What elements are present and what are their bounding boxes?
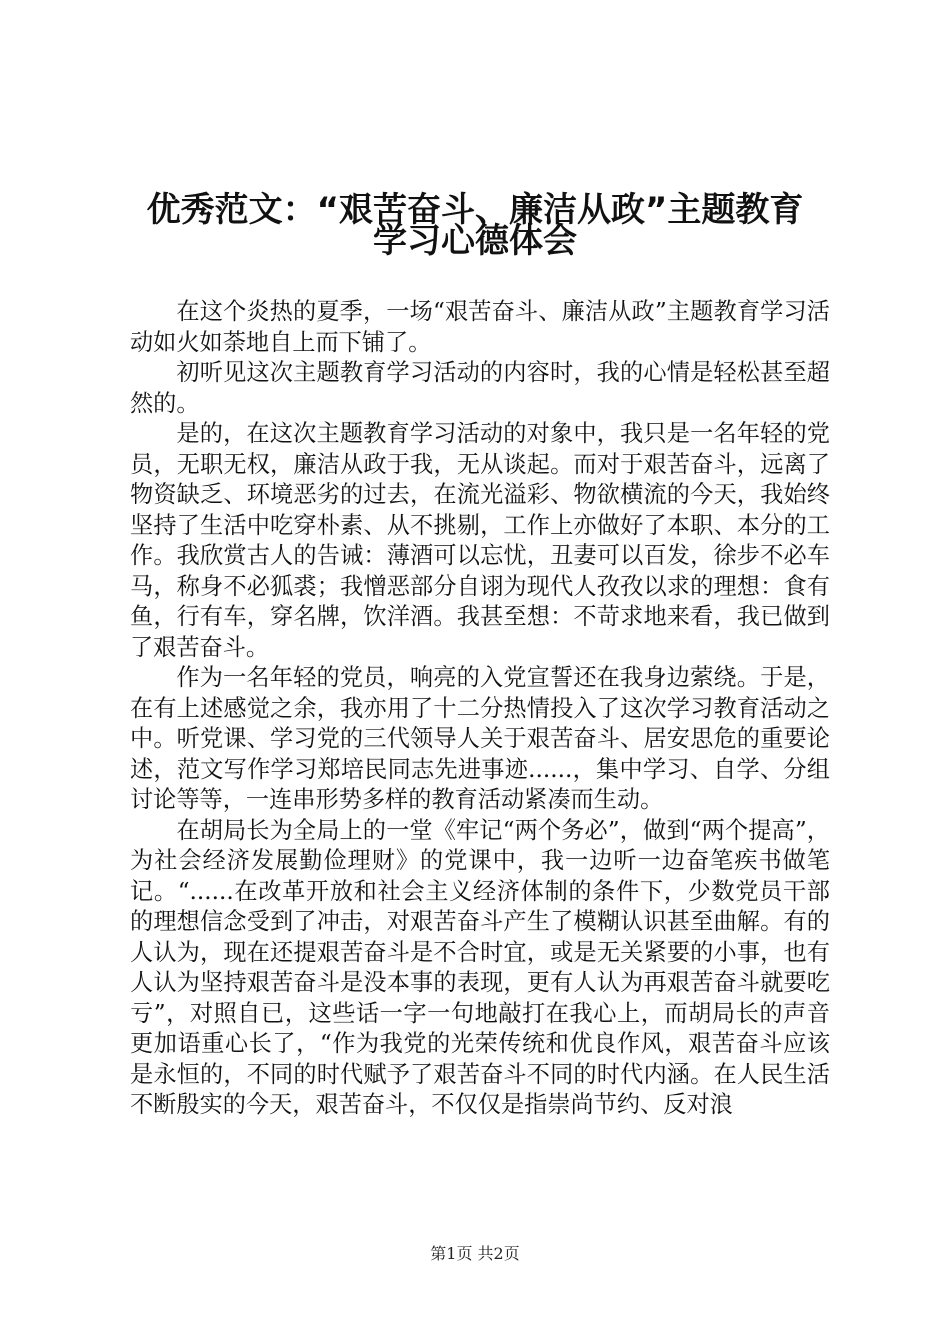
page-number-footer: 第1页 共2页: [430, 1244, 520, 1263]
paragraph-3: 是的，在这次主题教育学习活动的对象中，我只是一名年轻的党员，无职无权，廉洁从政于我，无从谈起。而对于艰苦奋斗，远离了物资缺乏、环境恶劣的过去，在流光溢彩、物欲横流的今天，我始终坚持了生活中吃穿朴素、从不挑剔，工作上亦做好了本职、本分的工作。我欣赏古人的告诫：薄酒可以忘忧，丑妻可以百发，徐步不必车马，称身不必狐裘；我憎恶部分自诩为现代人孜孜以求的理想：食有鱼，行有车，穿名牌，饮洋酒。我甚至想：不苛求地来看，我已做到了艰苦奋斗。: [130, 420, 830, 661]
paragraph-4: 作为一名年轻的党员，响亮的入党宣誓还在我身边萦绕。于是，在有上述感觉之余，我亦用了十二分热情投入了这次学习教育活动之中。听党课、学习党的三代领导人关于艰苦奋斗、居安思危的重要论述，范文写作学习郑培民同志先进事迹......，集中学习、自学、分组讨论等等，一连串形势多样的教育活动紧凑而生动。: [130, 664, 830, 813]
paragraph-5: 在胡局长为全局上的一堂《牢记“两个务必”，做到“两个提高”，为社会经济发展勤俭理财》的党课中，我一边听一边奋笔疾书做笔记。“......在改革开放和社会主义经济体制的条件下，少数党员干部的理想信念受到了冲击，对艰苦奋斗产生了模糊认识甚至曲解。有的人认为，现在还提艰苦奋斗是不合时宜，或是无关紧要的小事，也有人认为坚持艰苦奋斗是没本事的表现，更有人认为再艰苦奋斗就要吃亏”，对照自已，这些话一字一句地敲打在我心上，而胡局长的声音更加语重心长了，“作为我党的光荣传统和优良作风，艰苦奋斗应该是永恒的，不同的时代赋予了艰苦奋斗不同的时代内涵。在人民生活不断殷实的今天，艰苦奋斗，不仅仅是指崇尚节约、反对浪: [130, 816, 830, 1118]
document-title-line-1: 优秀范文：“艰苦奋斗、廉洁从政”主题教育: [146, 190, 804, 230]
paragraph-1: 在这个炎热的夏季，一场“艰苦奋斗、廉洁从政”主题教育学习活动如火如荼地自上而下铺了。: [130, 298, 830, 356]
document-title-line-2: 学习心德体会: [373, 221, 577, 261]
document-body: [130, 297, 830, 1121]
paragraph-2: 初听见这次主题教育学习活动的内容时，我的心情是轻松甚至超然的。: [130, 359, 830, 417]
